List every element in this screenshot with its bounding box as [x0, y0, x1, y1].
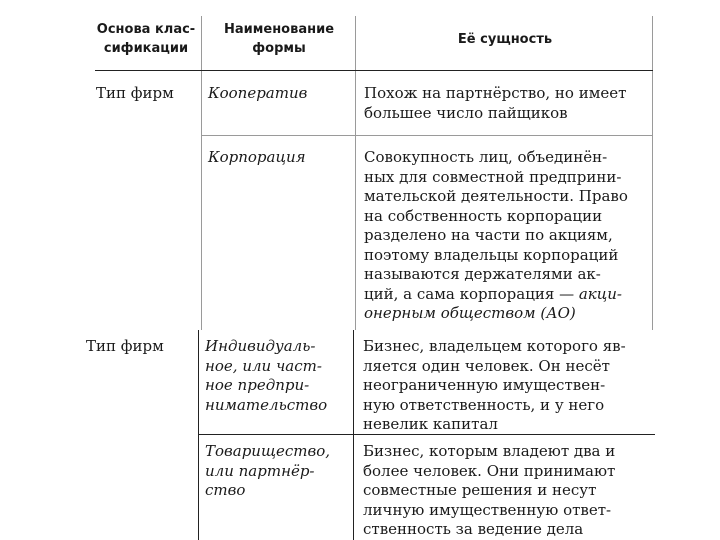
- essence-partnership: Бизнес, которым владеют два и более человек. Они принимают совместные решения и несут личную имущественную ответ- ственность за ведение дела: [363, 442, 616, 538]
- lower-col-divider-1: [198, 330, 199, 540]
- category-label-upper: Тип фирм: [96, 84, 174, 102]
- form-name-cooperative: Кооператив: [208, 84, 308, 102]
- form-name-partnership: Товарищество, или партнёр- ство: [205, 442, 331, 499]
- upper-col-divider-2: [355, 16, 356, 330]
- essence-corporation: [364, 148, 654, 324]
- upper-col-divider-1: [201, 16, 202, 330]
- form-name-sole-proprietorship: Индивидуаль- ное, или част- ное предпри- нимательство: [205, 337, 328, 414]
- category-label-lower: Тип фирм: [86, 337, 164, 355]
- row-divider-upper: [201, 135, 653, 136]
- essence-sole-proprietorship: Бизнес, владельцем которого яв- ляется один человек. Он несёт неограниченную имуществен- ную ответственность, и у него невелик капитал: [363, 337, 626, 433]
- header-classification-basis: Основа клас- сификации: [96, 22, 196, 56]
- header-form-name: Наименование формы: [223, 22, 335, 56]
- essence-corporation-term: акци- онерным обществом (АО): [364, 284, 622, 322]
- essence-corporation-text: Совокупность лиц, объединён- ных для совместной предприни- мательской деятельности. Право на собственность корпорации разделено на части по акциям, поэтому владельцы корпораций называются держателями ак- ций, а сама корпорация —: [364, 148, 628, 303]
- form-name-corporation: Корпорация: [208, 148, 306, 166]
- lower-col-divider-2: [353, 330, 354, 540]
- essence-cooperative: Похож на партнёрство, но имеет большее число пайщиков: [364, 84, 627, 122]
- header-bottom-rule: [95, 70, 653, 71]
- header-essence: Её сущность: [457, 32, 553, 47]
